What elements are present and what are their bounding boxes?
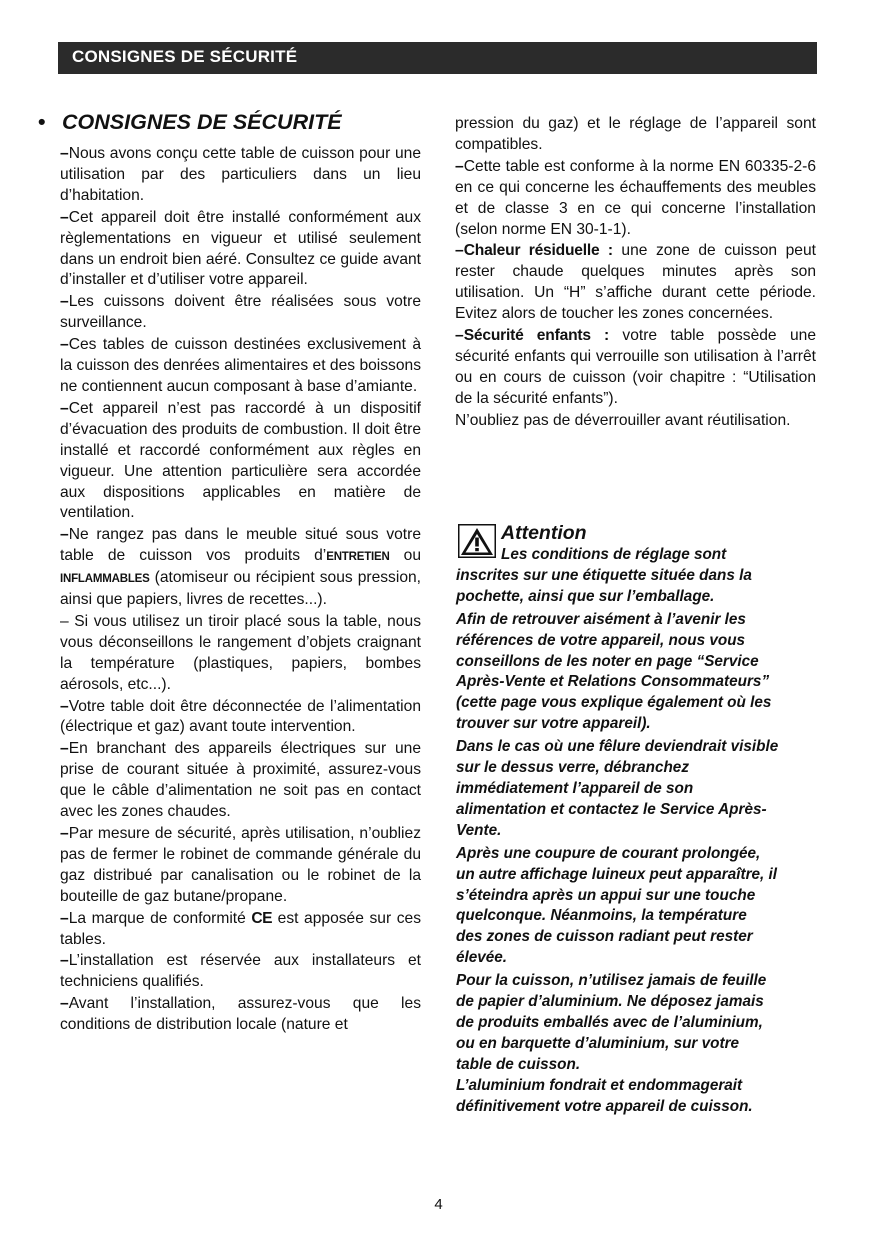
paragraph: –Chaleur résiduelle : une zone de cuisson peut rester chaude quelques minutes après son utilisation. Un “H” s’affiche durant cette période. Evitez alors de toucher les zones concernées.: [455, 242, 816, 323]
paragraph: –Sécurité enfants : votre table possède une sécurité enfants qui verrouille son utilisation à l’arrêt ou en cours de cuisson (voir chapitre : “Utilisation de la sécurité enfants”).: [455, 327, 816, 407]
section-title: CONSIGNES DE SÉCURITÉ: [62, 110, 342, 134]
paragraph: –L’installation est réservée aux installateurs et techniciens qualifiés.: [60, 952, 421, 991]
attention-text: [456, 545, 820, 1117]
attention-line: alimentation et contactez le Service Après-: [456, 800, 767, 818]
attention-line: conseillons de les noter en page “Service: [456, 652, 759, 670]
safety-instructions: [60, 144, 421, 1036]
attention-line: Pour la cuisson, n’utilisez jamais de feuille: [456, 972, 767, 990]
paragraph: –Par mesure de sécurité, après utilisation, n’oubliez pas de fermer le robinet de commande générale du gaz distribué par canalisation ou le robinet de la bouteille de gaz butane/propane.: [60, 825, 421, 905]
right-column: [455, 114, 816, 433]
header-bar: [58, 42, 817, 74]
paragraph: N’oubliez pas de déverrouiller avant réutilisation.: [455, 411, 791, 429]
attention-line: un autre affichage luineux peut apparaître, il: [456, 865, 778, 883]
attention-line: références de votre appareil, nous vous: [456, 631, 746, 649]
attention-line: de papier d’aluminium. Ne déposez jamais: [456, 993, 764, 1011]
entretien-label: ENTRETIEN: [326, 551, 390, 564]
attention-line: Les conditions de réglage sont: [501, 546, 727, 563]
attention-line: élevée.: [456, 949, 508, 967]
attention-line: Après-Vente et Relations Consommateurs”: [456, 673, 770, 691]
inflammables-label: INFLAMMABLES: [60, 573, 150, 586]
page-number: 4: [434, 1196, 443, 1213]
paragraph: –En branchant des appareils électriques sur une prise de courant située à proximité, assurez-vous que le câble d’alimentation ne soit pas en contact avec les zones chaudes.: [60, 740, 421, 821]
paragraph: –La marque de conformité CE est apposée sur ces tables.: [60, 909, 421, 948]
paragraph: – Si vous utilisez un tiroir placé sous la table, nous vous déconseillons le rangement d’objets craignant la température (plastiques, papiers, bombes aérosols, etc...).: [60, 612, 421, 693]
attention-line: s’éteindra après un appui sur une touche: [456, 886, 756, 904]
section-bullet: •: [38, 110, 46, 134]
residual-heat-label: Chaleur résiduelle :: [463, 242, 613, 260]
attention-line: quelconque. Néanmoins, la température: [456, 907, 747, 925]
paragraph: –Cet appareil doit être installé conformément aux règlementations en vigueur et utilisé seulement dans un endroit bien aéré. Consultez ce guide avant d’installer et d’utiliser votre appareil.: [60, 208, 421, 289]
attention-line: de produits emballés avec de l’aluminium,: [456, 1013, 763, 1031]
paragraph: –Avant l’installation, assurez-vous que les conditions de distribution locale (nature et: [60, 995, 421, 1034]
attention-line: pochette, ainsi que sur l’emballage.: [456, 587, 715, 605]
left-column: [38, 108, 421, 1037]
child-safety-label: Sécurité enfants :: [463, 327, 610, 345]
attention-line: ou en barquette d’aluminium, sur votre: [456, 1034, 740, 1052]
paragraph: –Votre table doit être déconnectée de l’alimentation (électrique et gaz) avant toute intervention.: [60, 697, 421, 736]
paragraph: –Cet appareil n’est pas raccordé à un dispositif d’évacuation des produits de combustion. Il doit être installé et raccordé conformément aux règles en vigueur. Une attention particulière sera accordée aux dispositions applicables en matière de ventilation.: [60, 399, 421, 522]
paragraph: –Les cuissons doivent être réalisées sous votre surveillance.: [60, 293, 421, 332]
paragraph: –Nous avons conçu cette table de cuisson pour une utilisation par des particuliers dans un lieu d’habitation.: [60, 145, 421, 204]
attention-line: table de cuisson.: [456, 1055, 581, 1073]
attention-line: trouver sur votre appareil).: [456, 715, 651, 733]
warning-triangle-icon: [458, 524, 496, 558]
attention-box: [456, 520, 820, 1117]
paragraph: –Ces tables de cuisson destinées exclusivement à la cuisson des denrées alimentaires et des boissons ne contiennent aucun composant à base d’amiante.: [60, 336, 421, 395]
ce-mark: CE: [251, 909, 273, 927]
attention-line: Dans le cas où une fêlure deviendrait visible: [456, 738, 779, 756]
header-title: CONSIGNES DE SÉCURITÉ: [72, 47, 298, 66]
attention-line: des zones de cuisson radiant peut rester: [456, 928, 753, 946]
attention-line: sur le dessus verre, débranchez: [456, 759, 689, 777]
attention-line: définitivement votre appareil de cuisson.: [456, 1097, 753, 1115]
attention-line: Afin de retrouver aisément à l’avenir les: [456, 610, 746, 628]
attention-line: (cette page vous explique également où les: [456, 694, 772, 712]
attention-line: Après une coupure de courant prolongée,: [456, 844, 761, 862]
attention-line: Vente.: [456, 821, 502, 839]
attention-line: inscrites sur une étiquette située dans la: [456, 566, 752, 584]
attention-line: immédiatement l’appareil de son: [456, 779, 694, 797]
section-heading: [38, 108, 421, 136]
paragraph: pression du gaz) et le réglage de l’appareil sont compatibles.: [455, 115, 816, 153]
attention-title: Attention: [501, 522, 587, 544]
attention-header: [456, 520, 820, 566]
paragraph: –Cette table est conforme à la norme EN 60335-2-6 en ce qui concerne les échauffements des meubles et de classe 3 en ce qui concerne l’installation (selon norme EN 30-1-1).: [455, 157, 816, 238]
paragraph: –Ne rangez pas dans le meuble situé sous votre table de cuisson vos produits d’ENTRETIEN ou INFLAMMABLES (atomiseur ou récipient sous pression, ainsi que papiers, livres de recettes...).: [60, 526, 421, 609]
attention-line: L’aluminium fondrait et endommagerait: [456, 1076, 743, 1094]
